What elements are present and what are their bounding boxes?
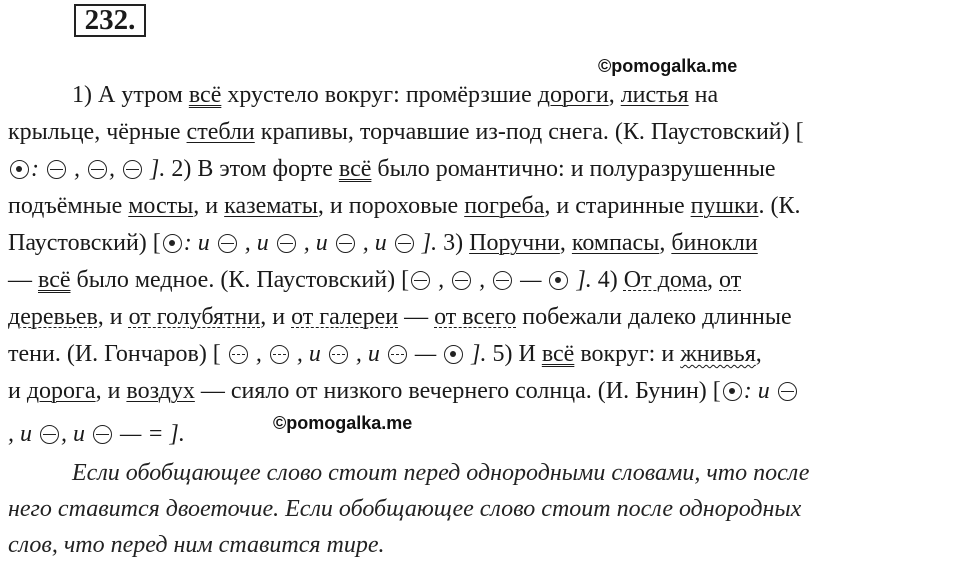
text-line-9: и дорога, и воздух — сияло от низкого вечернего солнца. (И. Бунин) [ : и xyxy=(8,378,799,405)
text-line-6: — всё было медное. (К. Паустовский) [ , , — ]. 4) От дома, от xyxy=(8,267,742,293)
text-line-2: крыльце, чёрные стебли крапивы, торчавшие из-под снега. (К. Паустовский) [ xyxy=(8,119,804,145)
watermark: ©pomogalka.me xyxy=(273,413,413,433)
homogeneous-member-icon xyxy=(218,234,237,253)
homogeneous-member-icon xyxy=(93,425,112,444)
rule-line-1: Если обобщающее слово стоит перед однородными словами, что после xyxy=(72,460,810,486)
rule-line-3: слов, что перед ним ставится тире. xyxy=(8,532,385,558)
homogeneous-member-icon xyxy=(336,234,355,253)
adverbial-member-icon xyxy=(329,345,348,364)
generalizing-word-icon xyxy=(549,271,568,290)
homogeneous-member-icon xyxy=(493,271,512,290)
watermark: ©pomogalka.me xyxy=(598,56,738,76)
text-line-8: тени. (И. Гончаров) [ , , и , и — ]. 5) И всё вокруг: и жнивья, xyxy=(8,341,762,367)
homogeneous-member-icon xyxy=(395,234,414,253)
homogeneous-member-icon xyxy=(88,160,107,179)
generalizing-word-icon xyxy=(163,234,182,253)
exercise-number: 232. xyxy=(74,4,146,37)
text-line-7: деревьев, и от голубятни, и от галереи — от всего побежали далеко длинные xyxy=(8,304,792,330)
adverbial-member-icon xyxy=(270,345,289,364)
homogeneous-member-icon xyxy=(452,271,471,290)
homogeneous-member-icon xyxy=(123,160,142,179)
homogeneous-member-icon xyxy=(47,160,66,179)
homogeneous-member-icon xyxy=(40,425,59,444)
text-line-5: Паустовский) [ : и , и , и , и ]. 3) Поручни, компасы, бинокли xyxy=(8,230,758,256)
adverbial-member-icon xyxy=(388,345,407,364)
homogeneous-member-icon xyxy=(277,234,296,253)
text-line-1: 1) А утром всё хрустело вокруг: промёрзшие дороги, листья на xyxy=(72,82,719,108)
rule-line-2: него ставится двоеточие. Если обобщающее слово стоит после однородных xyxy=(8,496,802,522)
adverbial-member-icon xyxy=(229,345,248,364)
generalizing-word-icon xyxy=(723,382,742,401)
generalizing-word-icon xyxy=(10,160,29,179)
text-line-4: подъёмные мосты, и казематы, и пороховые погреба, и старинные пушки. (К. xyxy=(8,193,801,219)
text-line-3: : , , ]. 2) В этом форте всё было романтично: и полуразрушенные xyxy=(8,156,775,183)
homogeneous-member-icon xyxy=(778,382,797,401)
homogeneous-member-icon xyxy=(411,271,430,290)
text-line-10: , и , и — = ]. xyxy=(8,421,185,447)
generalizing-word-icon xyxy=(444,345,463,364)
